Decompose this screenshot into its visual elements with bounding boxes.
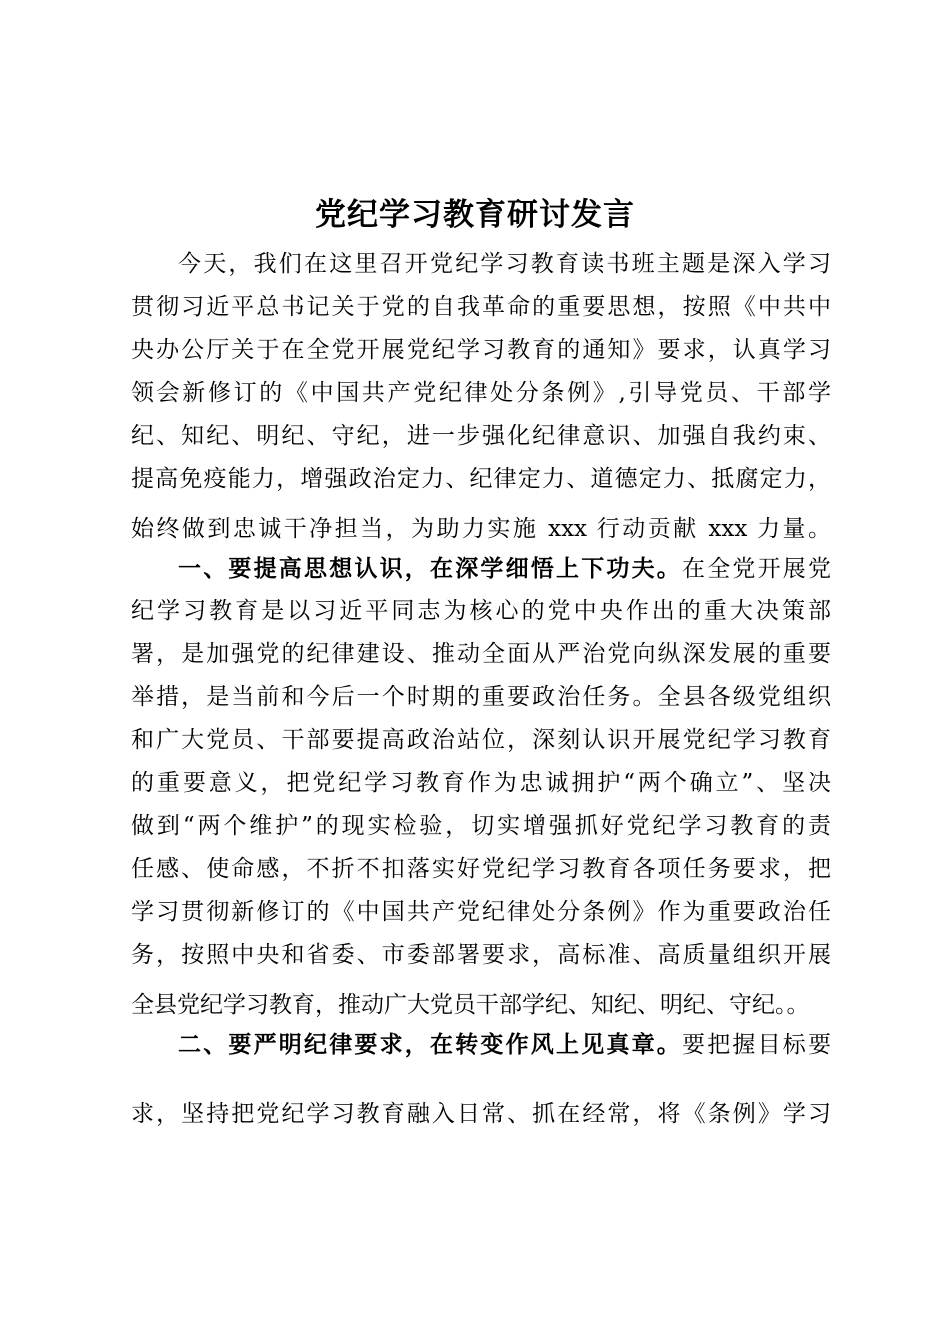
paragraph-line: 署，是加强党的纪律建设、推动全面从严治党向纵深发展的重要	[131, 641, 831, 667]
document-title: 党纪学习教育研讨发言	[315, 197, 635, 233]
paragraph-line: 务，按照中央和省委、市委部署要求，高标准、高质量组织开展	[131, 942, 831, 968]
paragraph-line: 学习贯彻新修订的《中国共产党纪律处分条例》作为重要政治任	[131, 899, 831, 925]
section-one-heading: 一、要提高思想认识，在深学细悟上下功夫。	[178, 556, 682, 582]
paragraph-line: 举措，是当前和今后一个时期的重要政治任务。全县各级党组织	[131, 684, 831, 710]
paragraph-line: 始终做到忠诚干净担当，为助力实施 xxx 行动贡献 xxx 力量。	[131, 516, 831, 542]
section-one-text: 在全党开展党	[682, 556, 832, 582]
paragraph-line: 和广大党员、干部要提高政治站位，深刻认识开展党纪学习教育	[131, 727, 831, 753]
section-two-text: 要把握目标要	[682, 1032, 832, 1058]
section-two-first-line	[178, 1025, 831, 1065]
section-one-first-line	[178, 549, 831, 589]
paragraph-line: 做到“两个维护”的现实检验，切实增强抓好党纪学习教育的责	[131, 813, 831, 839]
paragraph-line: 贯彻习近平总书记关于党的自我革命的重要思想，按照《中共中	[131, 294, 831, 320]
paragraph-line: 纪学习教育是以习近平同志为核心的党中央作出的重大决策部	[131, 598, 831, 624]
paragraph-line: 求，坚持把党纪学习教育融入日常、抓在经常，将《条例》学习	[131, 1101, 831, 1127]
paragraph-line: 纪、知纪、明纪、守纪，进一步强化纪律意识、加强自我约束、	[131, 423, 831, 449]
paragraph-line: 今天，我们在这里召开党纪学习教育读书班主题是深入学习	[178, 251, 831, 277]
paragraph-line: 全县党纪学习教育，推动广大党员干部学纪、知纪、明纪、守纪。。	[131, 992, 810, 1018]
paragraph-line: 提高免疫能力，增强政治定力、纪律定力、道德定力、抵腐定力，	[131, 466, 831, 492]
paragraph-line: 的重要意义，把党纪学习教育作为忠诚拥护“两个确立”、坚决	[131, 770, 831, 796]
section-two-heading: 二、要严明纪律要求，在转变作风上见真章。	[178, 1032, 682, 1058]
paragraph-line: 领会新修订的《中国共产党纪律处分条例》,引导党员、干部学	[131, 380, 831, 406]
paragraph-line: 任感、使命感，不折不扣落实好党纪学习教育各项任务要求，把	[131, 856, 831, 882]
paragraph-line: 央办公厅关于在全党开展党纪学习教育的通知》要求，认真学习	[131, 337, 831, 363]
